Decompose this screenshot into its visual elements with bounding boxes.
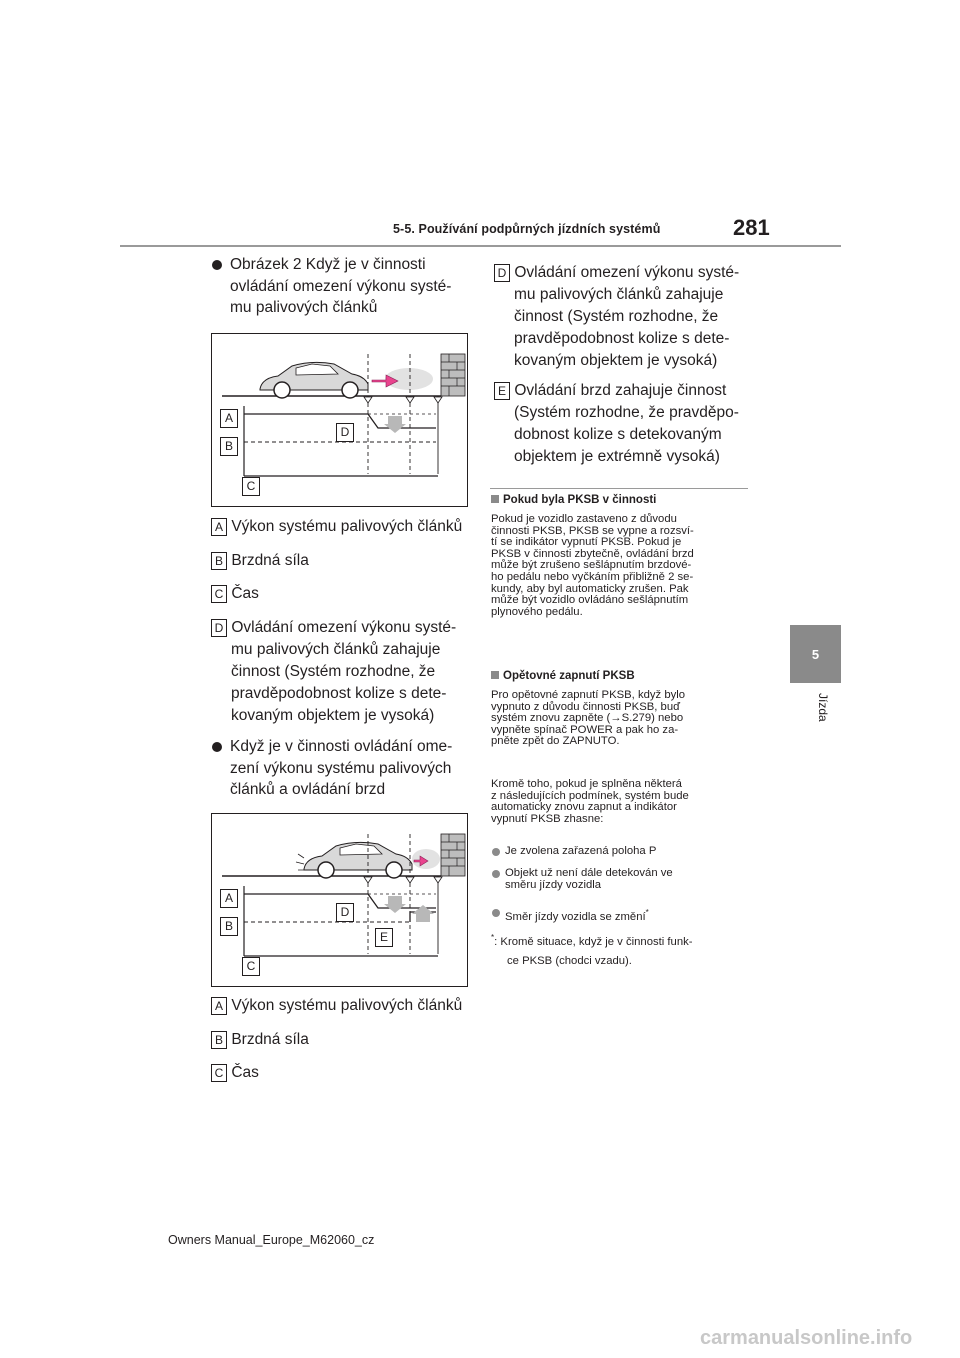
- text-line: vypnutí PKSB zhasne:: [491, 812, 604, 825]
- text-line: Obrázek 2 Když je v činnosti: [230, 256, 426, 273]
- legend-text: (Systém rozhodne, že pravděpo-: [514, 404, 739, 421]
- reduction-arrow-icon: [384, 416, 406, 433]
- legend-b-2: [211, 1029, 309, 1051]
- footnote-marker: *: [645, 908, 649, 917]
- text-line: pněte zpět do ZAPNUTO.: [491, 735, 620, 748]
- text-line: zení výkonu systému palivových: [230, 759, 452, 777]
- fig2-key-a: A: [220, 889, 238, 908]
- text-line: kundy, aby byl automaticky zrušen. Pak: [491, 582, 689, 595]
- legend-text: mu palivových článků zahajuje: [231, 641, 441, 658]
- also-paragraph: [491, 779, 753, 825]
- text-line: Kromě toho, pokud je splněna některá: [491, 778, 682, 790]
- legend-key: A: [211, 997, 227, 1015]
- header-rule: [120, 245, 841, 247]
- legend-key: B: [211, 552, 227, 570]
- fig2-key-b: B: [220, 917, 238, 936]
- text-line: může být vozidlo ovládáno sešlápnutím: [491, 594, 689, 607]
- bullet-text-1: [230, 254, 451, 319]
- legend-c-2: [211, 1062, 259, 1084]
- text-line: může být zrušeno sešlápnutím brzdové-: [491, 559, 692, 572]
- legend-b-1: [211, 550, 309, 572]
- condition-2: [505, 868, 673, 891]
- text-line: z následujících podmínek, systém bude: [491, 789, 689, 802]
- text-line: systém znovu zapněte (→S.279) nebo: [491, 712, 684, 725]
- chapter-label: Jízda: [816, 693, 830, 722]
- legend-text: Ovládání omezení výkonu systé-: [514, 264, 740, 281]
- bullet-dot: [212, 742, 222, 752]
- footnote: *: Kromě situace, když je v činnosti funk- ce PKSB (chodci vzadu).: [491, 928, 693, 971]
- round-bullet-icon: [492, 870, 500, 878]
- condition-text: Směr jízdy vozidla se změní: [505, 910, 646, 923]
- wall-icon: [441, 834, 465, 876]
- wall-icon: [441, 354, 465, 396]
- text-line: Pro opětovné zapnutí PKSB, když bylo: [491, 689, 686, 701]
- fig1-key-c: C: [242, 477, 260, 496]
- chapter-tab: [790, 625, 841, 683]
- legend-d-1: [211, 617, 456, 727]
- figure-1: [211, 333, 468, 507]
- text-line: směru jízdy vozidla: [505, 878, 602, 891]
- legend-text: kovaným objektem je vysoká): [231, 707, 435, 724]
- fig1-key-b: B: [220, 437, 238, 456]
- text-line: Objekt už není dále detekován ve: [505, 867, 673, 879]
- round-bullet-icon: [492, 909, 500, 917]
- legend-text: činnost (Systém rozhodne, že: [514, 308, 719, 325]
- fig2-key-e: E: [375, 928, 393, 947]
- legend-text: dobnost kolize s detekovaným: [514, 426, 722, 443]
- legend-text: Brzdná síla: [231, 1031, 309, 1048]
- section-title: 5-5. Používání podpůrných jízdních systémů: [393, 222, 661, 236]
- footnote-marker: *: [491, 933, 495, 942]
- legend-text: Výkon systému palivových článků: [231, 997, 463, 1014]
- legend-text: kovaným objektem je vysoká): [514, 352, 718, 369]
- sensor-beam: [412, 849, 440, 869]
- text-line: článků a ovládání brzd: [230, 781, 386, 799]
- legend-text: činnost (Systém rozhodne, že: [231, 663, 436, 680]
- footer-text: Owners Manual_Europe_M62060_cz: [168, 1233, 375, 1247]
- chapter-number: 5: [811, 646, 820, 662]
- legend-a-1: [211, 516, 462, 538]
- text-line: ce PKSB (chodci vzadu).: [507, 954, 632, 967]
- legend-text: pravděpodobnost kolize s dete-: [231, 685, 447, 702]
- heading-text: Opětovné zapnutí PKSB: [503, 670, 635, 682]
- legend-key: D: [494, 264, 510, 282]
- text-line: Kromě situace, když je v činnosti funk-: [500, 935, 693, 948]
- text-line: tí se indikátor vypnutí PKSB. Pokud je: [491, 536, 682, 549]
- text-line: vypněte spínač POWER a pak ho za-: [491, 723, 679, 736]
- legend-key: A: [211, 518, 227, 536]
- text-line: automaticky znovu zapnut a indikátor: [491, 801, 677, 814]
- pksb-heading: [491, 494, 656, 506]
- bullet-text-2: [230, 736, 452, 801]
- legend-text: Ovládání brzd zahajuje činnost: [514, 382, 727, 399]
- section-rule: [490, 488, 748, 489]
- car-icon: [296, 842, 412, 878]
- bullet-dot: [212, 260, 222, 270]
- legend-c-1: [211, 583, 259, 605]
- legend-key: D: [211, 619, 227, 637]
- condition-1: Je zvolena zařazená poloha P: [505, 845, 657, 857]
- text-line: plynového pedálu.: [491, 605, 583, 618]
- heading-text: Pokud byla PKSB v činnosti: [503, 494, 657, 506]
- legend-text: Čas: [231, 1064, 259, 1081]
- reduction-arrow-icon: [384, 896, 406, 913]
- legend-text: Ovládání omezení výkonu systé-: [231, 619, 457, 636]
- fig2-key-c: C: [242, 957, 260, 976]
- legend-text: Výkon systému palivových článků: [231, 518, 463, 535]
- legend-key: C: [211, 585, 227, 603]
- legend-key: E: [494, 382, 510, 400]
- fig2-key-d: D: [336, 903, 354, 922]
- watermark: carmanualsonline.info: [700, 1327, 913, 1349]
- pksb-paragraph: [491, 514, 753, 618]
- text-line: Když je v činnosti ovládání ome-: [230, 738, 453, 755]
- legend-e-right: [494, 380, 739, 468]
- legend-key: B: [211, 1031, 227, 1049]
- text-line: Pokud je vozidlo zastaveno z důvodu: [491, 513, 677, 525]
- fig1-key-d: D: [336, 423, 354, 442]
- text-line: činnosti PKSB, PKSB se vypne a rozsví-: [491, 524, 694, 537]
- legend-a-2: [211, 995, 462, 1017]
- legend-text: Čas: [231, 585, 259, 602]
- text-line: ho pedálu nebo vyčkáním přibližně 2 se-: [491, 570, 694, 583]
- condition-3: [505, 907, 649, 923]
- legend-text: pravděpodobnost kolize s dete-: [514, 330, 730, 347]
- legend-key: C: [211, 1064, 227, 1082]
- legend-text: mu palivových článků zahajuje: [514, 286, 724, 303]
- figure-2: [211, 813, 468, 987]
- text-line: ovládání omezení výkonu systé-: [230, 277, 452, 295]
- restart-heading: [491, 670, 635, 682]
- square-bullet-icon: [491, 495, 499, 503]
- legend-d-right: [494, 262, 739, 372]
- round-bullet-icon: [492, 848, 500, 856]
- legend-text: objektem je extrémně vysoká): [514, 448, 720, 465]
- page-number: 281: [733, 215, 770, 240]
- legend-text: Brzdná síla: [231, 552, 309, 569]
- text-line: vypnuto z důvodu činnosti PKSB, buď: [491, 700, 681, 713]
- restart-paragraph: [491, 690, 753, 748]
- car-icon: [260, 362, 368, 398]
- fig1-key-a: A: [220, 409, 238, 428]
- text-line: PKSB v činnosti zbytečně, ovládání brzd: [491, 547, 694, 560]
- square-bullet-icon: [491, 671, 499, 679]
- text-line: mu palivových článků: [230, 299, 378, 317]
